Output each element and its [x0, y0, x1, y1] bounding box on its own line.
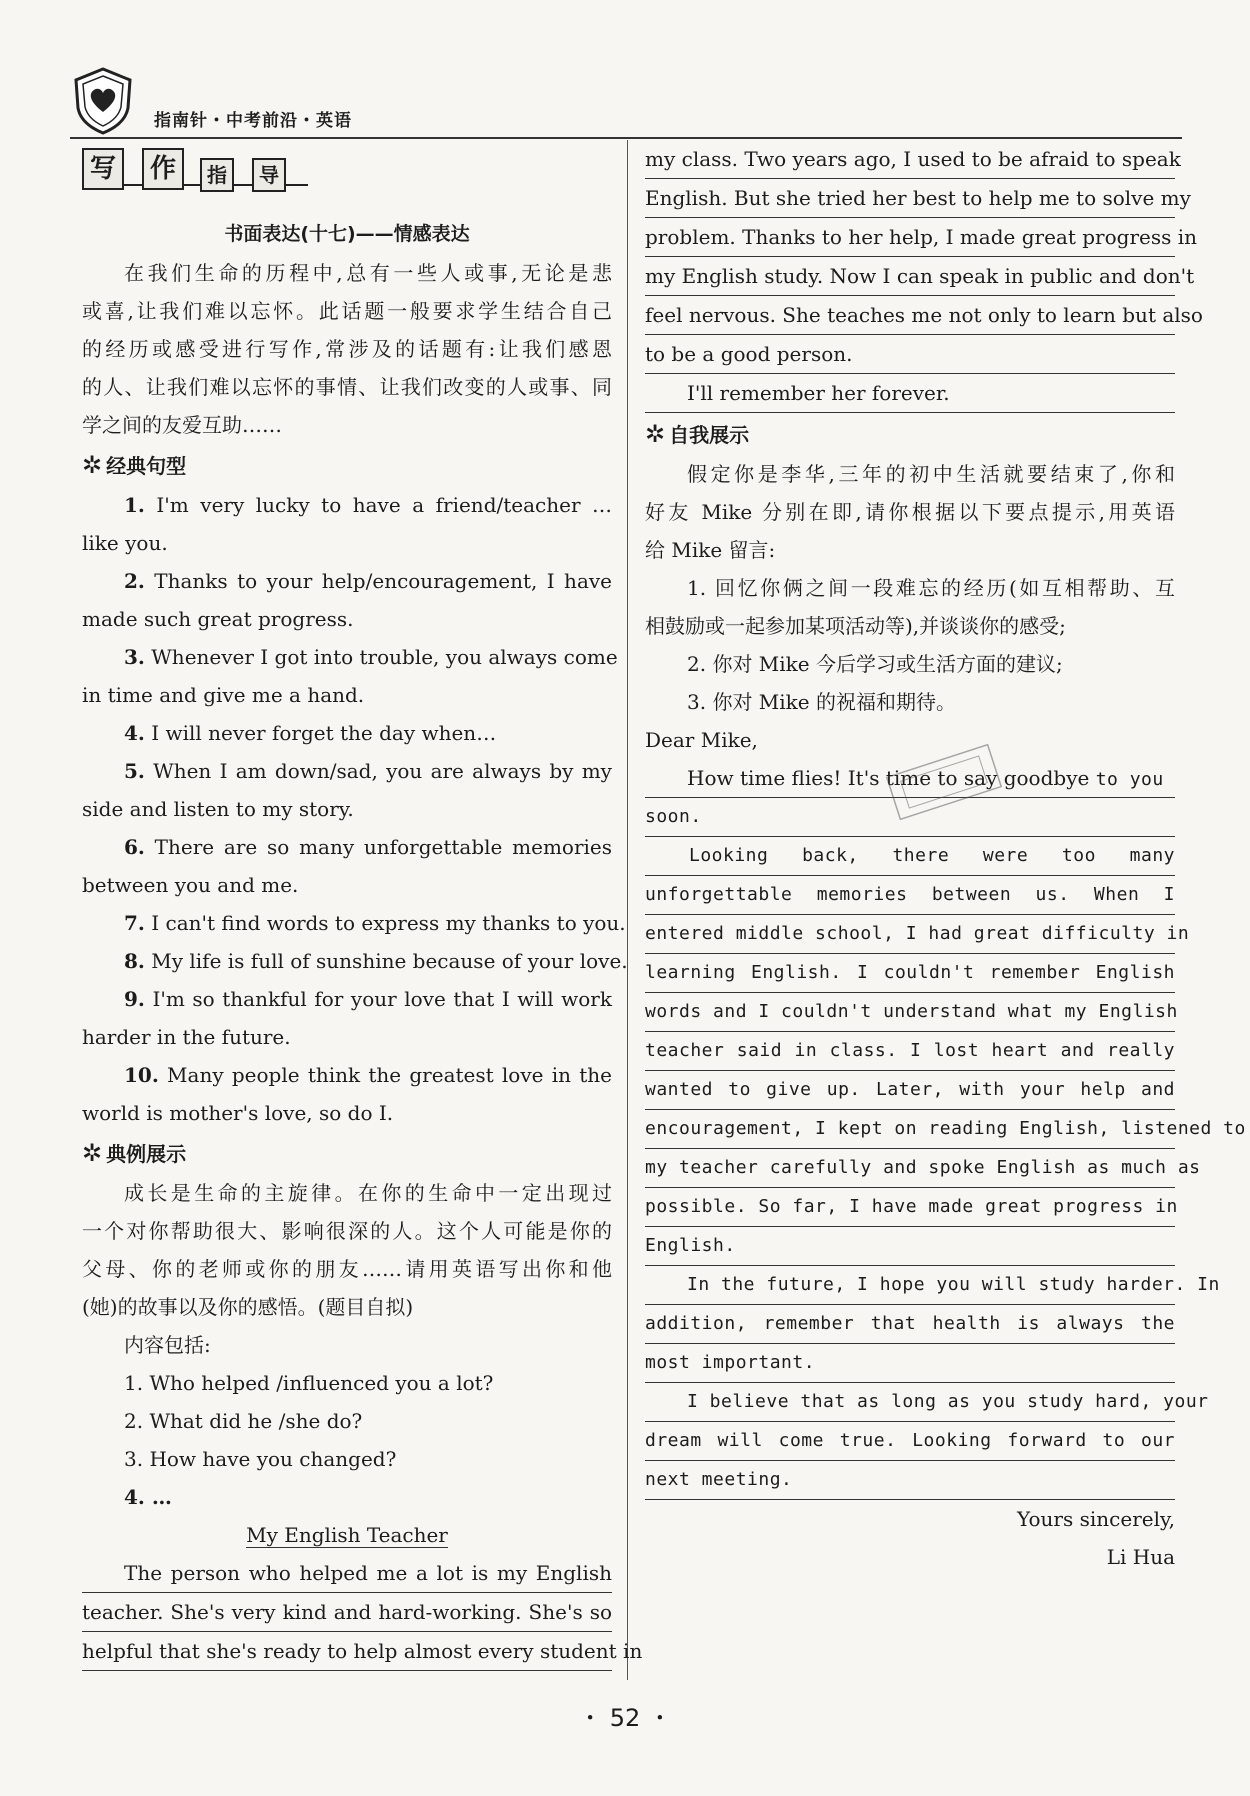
essay-line: my class. Two years ago, I used to be afraid to speak — [645, 140, 1175, 179]
self-prompt-line: 给 Mike 留言: — [645, 538, 776, 562]
sentence-item: 10. Many people think the greatest love in the — [124, 1063, 612, 1087]
intro-line: 的人、让我们难以忘怀的事情、让我们改变的人或事、同 — [82, 375, 612, 399]
answer-line: encouragement, I kept on reading English, listened to — [645, 1110, 1175, 1149]
sentence-item-cont: world is mother's love, so do I. — [82, 1101, 394, 1125]
answer-line: possible. So far, I have made great progress in — [645, 1188, 1175, 1227]
answer-line: In the future, I hope you will study harder. In — [645, 1266, 1175, 1305]
essay-title: My English Teacher — [246, 1523, 448, 1547]
sentence-item: 6. There are so many unforgettable memories — [124, 835, 613, 859]
essay-line: my English study. Now I can speak in public and don't — [645, 257, 1175, 296]
answer-line: next meeting. — [645, 1461, 1175, 1500]
letter-opening: How time flies! It's time to say goodbye to you — [645, 759, 1175, 798]
sentence-item: 3. Whenever I got into trouble, you always come — [124, 645, 618, 669]
answer-line: I believe that as long as you study hard, your — [645, 1383, 1175, 1422]
banner-char-2: 作 — [142, 148, 184, 190]
left-column — [82, 140, 643, 1671]
essay-end: I'll remember her forever. — [645, 374, 1175, 413]
star-icon: ✲ — [82, 451, 103, 479]
right-column — [645, 140, 1246, 1576]
essay-line: teacher. She's very kind and hard-working. She's so — [82, 1593, 612, 1632]
sentence-item: 9. I'm so thankful for your love that I will work — [124, 987, 612, 1011]
essay-line: feel nervous. She teaches me not only to learn but also — [645, 296, 1175, 335]
self-point: 2. 你对 Mike 今后学习或生活方面的建议; — [687, 652, 1063, 676]
intro-line: 或喜,让我们难以忘怀。此话题一般要求学生结合自己 — [82, 299, 612, 323]
self-point: 3. 你对 Mike 的祝福和期待。 — [687, 690, 956, 714]
essay-line: problem. Thanks to her help, I made great progress in — [645, 218, 1175, 257]
intro-line: 在我们生命的历程中,总有一些人或事,无论是悲 — [124, 261, 612, 285]
classic-sentences-heading: ✲ 经典句型 — [82, 451, 187, 479]
answer-line: teacher said in class. I lost heart and really — [645, 1032, 1175, 1071]
sentence-item: 8. My life is full of sunshine because of your love. — [124, 949, 628, 973]
essay-line: to be a good person. — [645, 335, 1175, 374]
sentence-item-cont: side and listen to my story. — [82, 797, 354, 821]
letter-closing: Yours sincerely, — [1017, 1507, 1175, 1531]
star-icon: ✲ — [645, 420, 666, 448]
column-divider — [627, 140, 628, 1680]
sentence-item: 7. I can't find words to express my thanks to you. — [124, 911, 626, 935]
answer-line: soon. — [645, 798, 1175, 837]
sentence-item-cont: like you. — [82, 531, 168, 555]
answer-line: learning English. I couldn't remember English — [645, 954, 1175, 993]
answer-line: wanted to give up. Later, with your help and — [645, 1071, 1175, 1110]
intro-line: 的经历或感受进行写作,常涉及的话题有:让我们感恩 — [82, 337, 612, 361]
letter-signature: Li Hua — [1106, 1545, 1175, 1569]
page-number: ・ 52 ・ — [578, 1704, 672, 1732]
self-point: 1. 回忆你俩之间一段难忘的经历(如互相帮助、互 — [687, 576, 1175, 600]
content-point: 1. Who helped /influenced you a lot? — [124, 1371, 494, 1395]
shield-logo-icon — [70, 66, 136, 136]
sentence-item-cont: in time and give me a hand. — [82, 683, 365, 707]
self-point: 相鼓励或一起参加某项活动等),并谈谈你的感受; — [645, 614, 1066, 638]
answer-line: English. — [645, 1227, 1175, 1266]
example-prompt-line: (她)的故事以及你的感悟。(题目自拟) — [82, 1295, 414, 1319]
content-point: 3. How have you changed? — [124, 1447, 397, 1471]
watermark-stamp-icon — [885, 752, 1003, 812]
banner-char-3: 指 — [200, 158, 234, 192]
intro-line: 学之间的友爱互助…… — [82, 413, 282, 437]
answer-line: addition, remember that health is always the — [645, 1305, 1175, 1344]
answer-line: dream will come true. Looking forward to our — [645, 1422, 1175, 1461]
answer-line: entered middle school, I had great difficulty in — [645, 915, 1175, 954]
content-point: 4. … — [124, 1485, 172, 1509]
header-rule — [70, 137, 1182, 139]
page-header — [70, 62, 1182, 142]
sentence-item: 4. I will never forget the day when… — [124, 721, 497, 745]
sentence-item: 2. Thanks to your help/encouragement, I have — [124, 569, 612, 593]
self-display-heading: ✲ 自我展示 — [645, 420, 750, 448]
answer-line: unforgettable memories between us. When I — [645, 876, 1175, 915]
header-title: 指南针・中考前沿・英语 — [154, 111, 352, 131]
sentence-item-cont: made such great progress. — [82, 607, 354, 631]
example-prompt-line: 一个对你帮助很大、影响很深的人。这个人可能是你的 — [82, 1219, 612, 1243]
sentence-item: 5. When I am down/sad, you are always by my — [124, 759, 612, 783]
sentence-item: 1. I'm very lucky to have a friend/teacher … — [124, 493, 613, 517]
example-heading: ✲ 典例展示 — [82, 1139, 187, 1167]
section-title: 书面表达(十七)——情感表达 — [224, 223, 470, 245]
example-prompt-line: 成长是生命的主旋律。在你的生命中一定出现过 — [124, 1181, 612, 1205]
sentence-item-cont: between you and me. — [82, 873, 299, 897]
essay-line: helpful that she's ready to help almost every student in — [82, 1632, 612, 1671]
self-prompt-line: 好友 Mike 分别在即,请你根据以下要点提示,用英语 — [645, 500, 1175, 524]
content-point: 2. What did he /she do? — [124, 1409, 363, 1433]
banner-char-4: 导 — [252, 158, 286, 192]
self-prompt-line: 假定你是李华,三年的初中生活就要结束了,你和 — [687, 462, 1175, 486]
answer-line: most important. — [645, 1344, 1175, 1383]
essay-line: The person who helped me a lot is my English — [82, 1554, 612, 1593]
answer-line: my teacher carefully and spoke English as much as — [645, 1149, 1175, 1188]
example-prompt-line: 父母、你的老师或你的朋友……请用英语写出你和他 — [82, 1257, 612, 1281]
letter-salutation: Dear Mike, — [645, 728, 758, 752]
answer-line: words and I couldn't understand what my English — [645, 993, 1175, 1032]
writing-guide-banner — [82, 140, 612, 202]
essay-line: English. But she tried her best to help me to solve my — [645, 179, 1175, 218]
content-label: 内容包括: — [124, 1333, 211, 1357]
banner-char-1: 写 — [82, 148, 124, 190]
answer-line: Looking back, there were too many — [645, 837, 1175, 876]
sentence-item-cont: harder in the future. — [82, 1025, 291, 1049]
star-icon: ✲ — [82, 1139, 103, 1167]
